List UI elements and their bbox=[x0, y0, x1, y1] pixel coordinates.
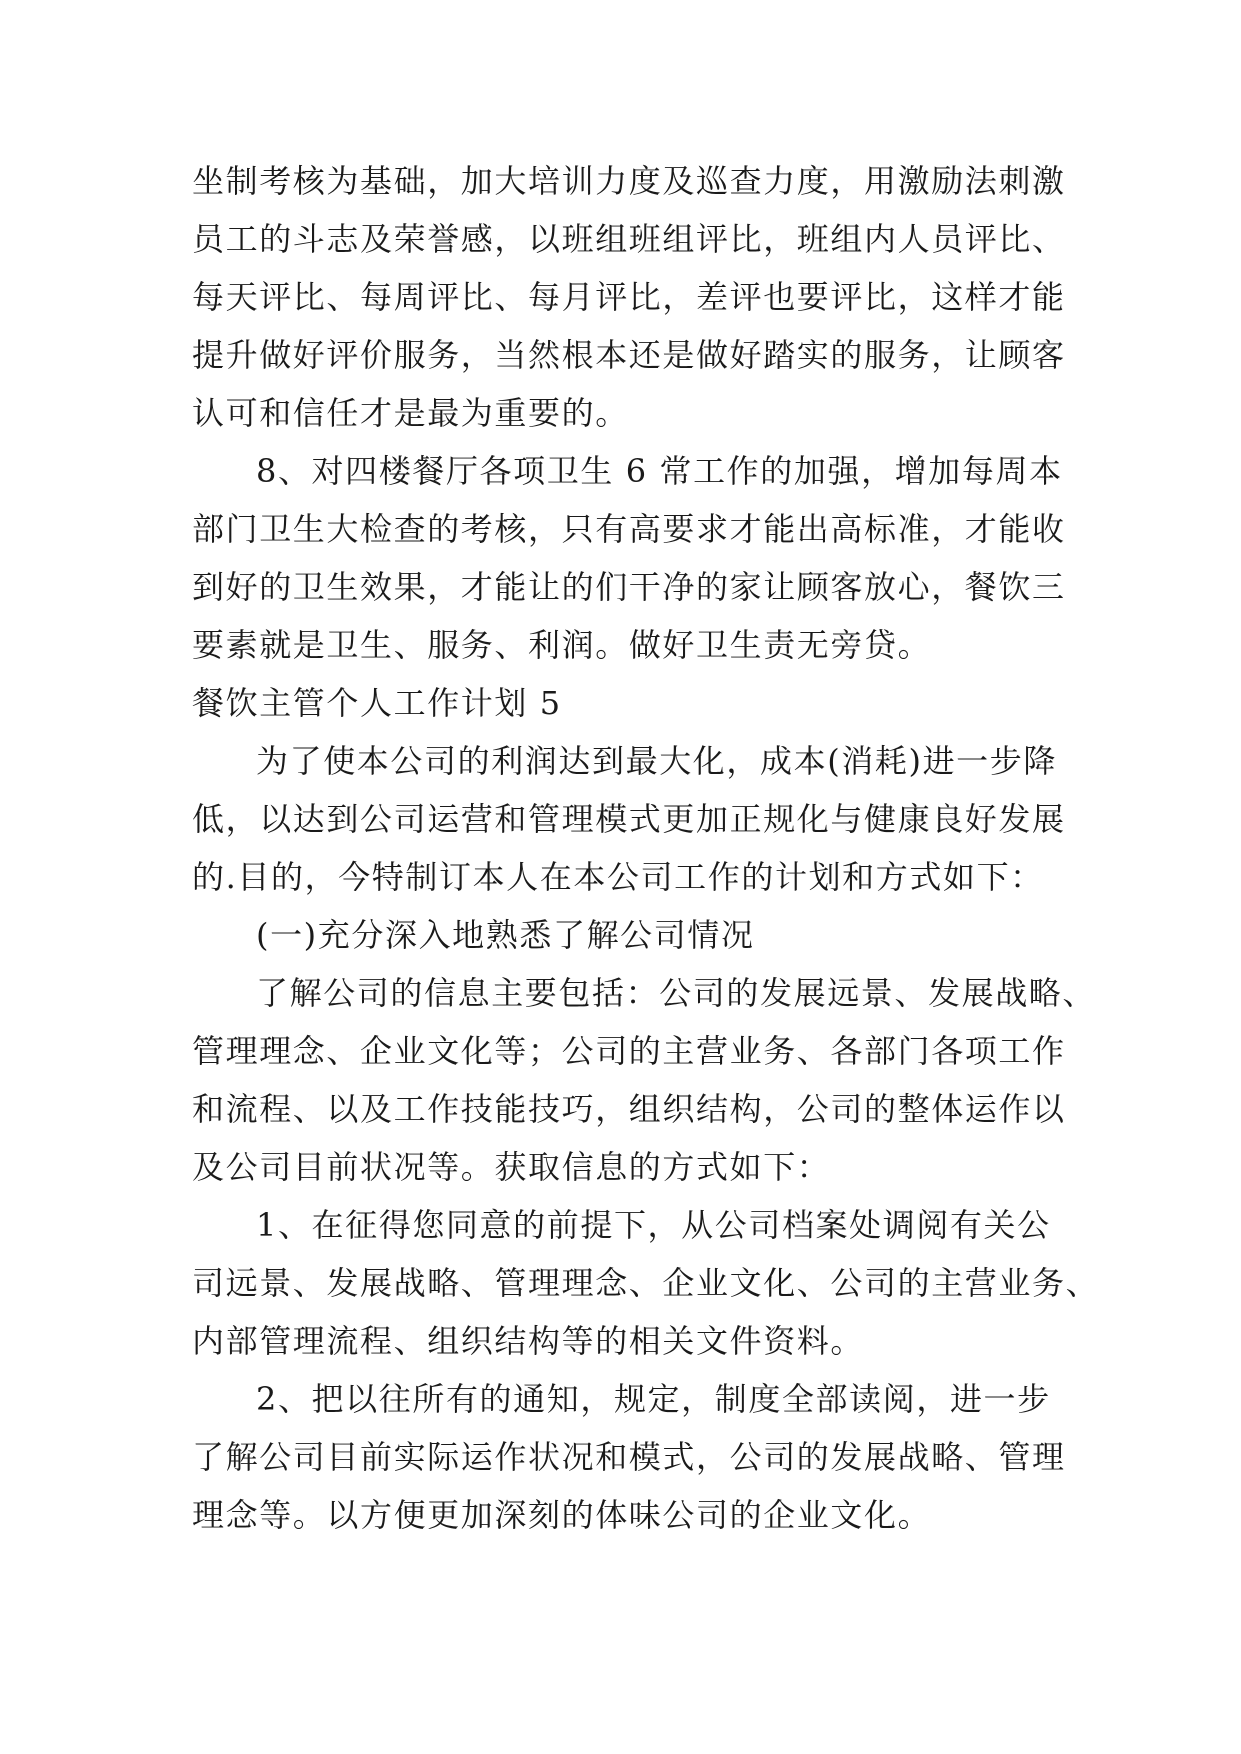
section-heading: 餐饮主管个人工作计划 5 bbox=[192, 684, 562, 722]
paragraph-line: 司远景、发展战略、管理理念、企业文化、公司的主营业务、 bbox=[192, 1264, 1100, 1302]
subsection-heading: (一)充分深入地熟悉了解公司情况 bbox=[256, 916, 755, 954]
paragraph-line: 的.目的，今特制订本人在本公司工作的计划和方式如下： bbox=[192, 858, 1044, 896]
numbered-item-2: 2、把以往所有的通知，规定，制度全部读阅，进一步 bbox=[256, 1380, 1051, 1418]
paragraph-line: 部门卫生大检查的考核，只有高要求才能出高标准，才能收 bbox=[192, 510, 1066, 548]
numbered-item-8: 8、对四楼餐厅各项卫生 6 常工作的加强，增加每周本 bbox=[256, 452, 1063, 490]
paragraph-line: 低，以达到公司运营和管理模式更加正规化与健康良好发展 bbox=[192, 800, 1066, 838]
paragraph-line: 了解公司的信息主要包括：公司的发展远景、发展战略、 bbox=[256, 974, 1097, 1012]
paragraph-line: 认可和信任才是最为重要的。 bbox=[192, 394, 629, 432]
paragraph-line: 和流程、以及工作技能技巧，组织结构，公司的整体运作以 bbox=[192, 1090, 1066, 1128]
paragraph-line: 到好的卫生效果，才能让的们干净的家让顾客放心，餐饮三 bbox=[192, 568, 1066, 606]
paragraph-line: 要素就是卫生、服务、利润。做好卫生责无旁贷。 bbox=[192, 626, 932, 664]
paragraph-line: 了解公司目前实际运作状况和模式，公司的发展战略、管理 bbox=[192, 1438, 1066, 1476]
paragraph-line: 理念等。以方便更加深刻的体味公司的企业文化。 bbox=[192, 1496, 932, 1534]
paragraph-line: 为了使本公司的利润达到最大化，成本(消耗)进一步降 bbox=[256, 742, 1057, 780]
paragraph-line: 管理理念、企业文化等；公司的主营业务、各部门各项工作 bbox=[192, 1032, 1066, 1070]
paragraph-line: 员工的斗志及荣誉感，以班组班组评比，班组内人员评比、 bbox=[192, 220, 1066, 258]
paragraph-line: 及公司目前状况等。获取信息的方式如下： bbox=[192, 1148, 831, 1186]
paragraph-line: 内部管理流程、组织结构等的相关文件资料。 bbox=[192, 1322, 865, 1360]
paragraph-line: 提升做好评价服务，当然根本还是做好踏实的服务，让顾客 bbox=[192, 336, 1066, 374]
paragraph-line: 坐制考核为基础，加大培训力度及巡查力度，用激励法刺激 bbox=[192, 162, 1066, 200]
numbered-item-1: 1、在征得您同意的前提下，从公司档案处调阅有关公 bbox=[256, 1206, 1051, 1244]
paragraph-line: 每天评比、每周评比、每月评比，差评也要评比，这样才能 bbox=[192, 278, 1066, 316]
